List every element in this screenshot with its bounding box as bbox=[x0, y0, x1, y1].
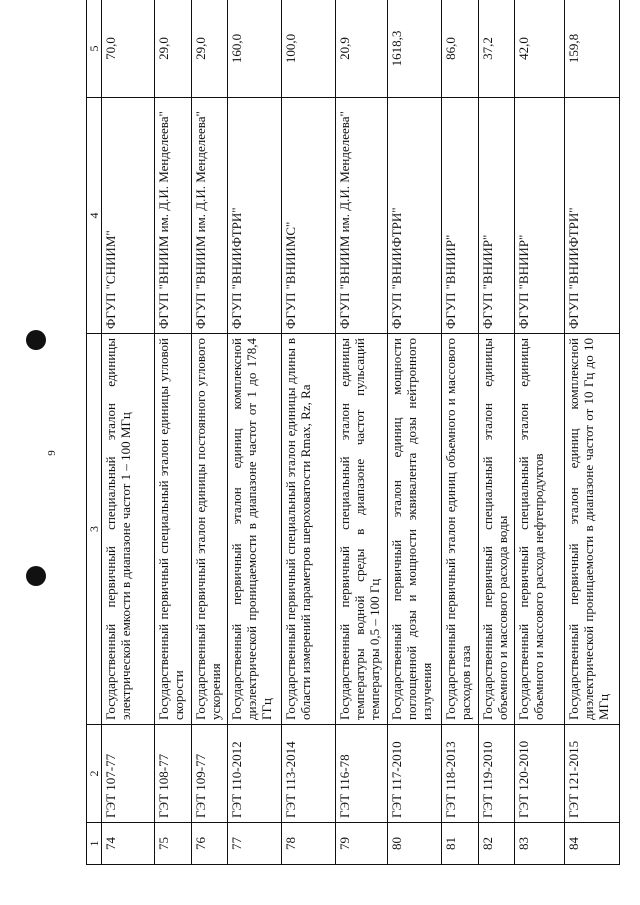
standard-code: ГЭТ 116-78 bbox=[336, 725, 388, 823]
row-number: 76 bbox=[192, 823, 228, 865]
table-row bbox=[228, 0, 282, 865]
standard-code: ГЭТ 113-2014 bbox=[282, 725, 336, 823]
table-row bbox=[336, 0, 388, 865]
organization: ФГУП "ВНИИФТРИ" bbox=[388, 98, 442, 334]
standard-description: Государственный первичный специальный эталон единицы объемного и массового расхода нефтепродуктов bbox=[515, 334, 565, 725]
value: 86,0 bbox=[442, 0, 479, 98]
standard-description: Государственный первичный специальный эталон единицы объемного и массового расхода воды bbox=[479, 334, 515, 725]
value: 37,2 bbox=[479, 0, 515, 98]
table-row bbox=[442, 0, 479, 865]
organization: ФГУП "ВНИИР" bbox=[479, 98, 515, 334]
standard-code: ГЭТ 117-2010 bbox=[388, 725, 442, 823]
standard-code: ГЭТ 118-2013 bbox=[442, 725, 479, 823]
table-row bbox=[155, 0, 192, 865]
row-number: 84 bbox=[565, 823, 620, 865]
organization: ФГУП "СНИИМ" bbox=[102, 98, 155, 334]
table-row bbox=[388, 0, 442, 865]
rotated-page-content bbox=[86, 0, 611, 865]
table-row bbox=[479, 0, 515, 865]
value: 1618,3 bbox=[388, 0, 442, 98]
row-number: 79 bbox=[336, 823, 388, 865]
standard-description: Государственный первичный специальный эталон единицы длины в области измерений параметров шероховатости Rmax, Rz, Ra bbox=[282, 334, 336, 725]
organization: ФГУП "ВНИИР" bbox=[442, 98, 479, 334]
organization: ФГУП "ВНИИР" bbox=[515, 98, 565, 334]
organization: ФГУП "ВНИИМ им. Д.И. Менделеева" bbox=[336, 98, 388, 334]
organization: ФГУП "ВНИИФТРИ" bbox=[228, 98, 282, 334]
organization: ФГУП "ВНИИМ им. Д.И. Менделеева" bbox=[192, 98, 228, 334]
table-row bbox=[565, 0, 620, 865]
row-number: 78 bbox=[282, 823, 336, 865]
standard-description: Государственный первичный эталон единицы постоянного углового ускорения bbox=[192, 334, 228, 725]
organization: ФГУП "ВНИИФТРИ" bbox=[565, 98, 620, 334]
column-number: 1 bbox=[87, 823, 102, 865]
standard-code: ГЭТ 107-77 bbox=[102, 725, 155, 823]
standard-code: ГЭТ 110-2012 bbox=[228, 725, 282, 823]
punch-hole bbox=[26, 330, 46, 350]
value: 160,0 bbox=[228, 0, 282, 98]
standards-table bbox=[86, 0, 620, 865]
value: 29,0 bbox=[155, 0, 192, 98]
standard-description: Государственный первичный специальный эталон единицы электрической емкости в диапазоне частот 1 – 100 МГц bbox=[102, 334, 155, 725]
standard-code: ГЭТ 108-77 bbox=[155, 725, 192, 823]
value: 42,0 bbox=[515, 0, 565, 98]
standard-description: Государственный первичный специальный эталон единицы угловой скорости bbox=[155, 334, 192, 725]
standard-code: ГЭТ 119-2010 bbox=[479, 725, 515, 823]
column-number: 5 bbox=[87, 0, 102, 98]
standard-code: ГЭТ 120-2010 bbox=[515, 725, 565, 823]
standard-description: Государственный первичный эталон единиц объемного и массового расходов газа bbox=[442, 334, 479, 725]
standard-description: Государственный первичный эталон единиц мощности поглощенной дозы и мощности эквивалента дозы нейтронного излучения bbox=[388, 334, 442, 725]
organization: ФГУП "ВНИИМ им. Д.И. Менделеева" bbox=[155, 98, 192, 334]
row-number: 80 bbox=[388, 823, 442, 865]
standard-description: Государственный первичный эталон единиц комплексной диэлектрической проницаемости в диапазоне частот от 1 до 178,4 ГГц bbox=[228, 334, 282, 725]
column-number: 4 bbox=[87, 98, 102, 334]
value: 159,8 bbox=[565, 0, 620, 98]
row-number: 74 bbox=[102, 823, 155, 865]
standard-code: ГЭТ 109-77 bbox=[192, 725, 228, 823]
row-number: 77 bbox=[228, 823, 282, 865]
standard-description: Государственный первичный эталон единиц комплексной диэлектрической проницаемости в диапазоне частот от 10 Гц до 10 МГц bbox=[565, 334, 620, 725]
row-number: 82 bbox=[479, 823, 515, 865]
value: 70,0 bbox=[102, 0, 155, 98]
table-row bbox=[192, 0, 228, 865]
table-row bbox=[515, 0, 565, 865]
value: 20,9 bbox=[336, 0, 388, 98]
column-number: 2 bbox=[87, 725, 102, 823]
row-number: 81 bbox=[442, 823, 479, 865]
column-number-header-row bbox=[87, 0, 102, 865]
standard-description: Государственный первичный специальный эталон единицы температуры водной среды в диапазоне частот пульсаций температуры 0,5 – 100 Гц bbox=[336, 334, 388, 725]
table-row bbox=[282, 0, 336, 865]
organization: ФГУП "ВНИИМС" bbox=[282, 98, 336, 334]
row-number: 75 bbox=[155, 823, 192, 865]
table-row bbox=[102, 0, 155, 865]
column-number: 3 bbox=[87, 334, 102, 725]
punch-hole bbox=[26, 566, 46, 586]
standard-code: ГЭТ 121-2015 bbox=[565, 725, 620, 823]
value: 29,0 bbox=[192, 0, 228, 98]
page-number: 9 bbox=[46, 450, 58, 456]
value: 100,0 bbox=[282, 0, 336, 98]
row-number: 83 bbox=[515, 823, 565, 865]
